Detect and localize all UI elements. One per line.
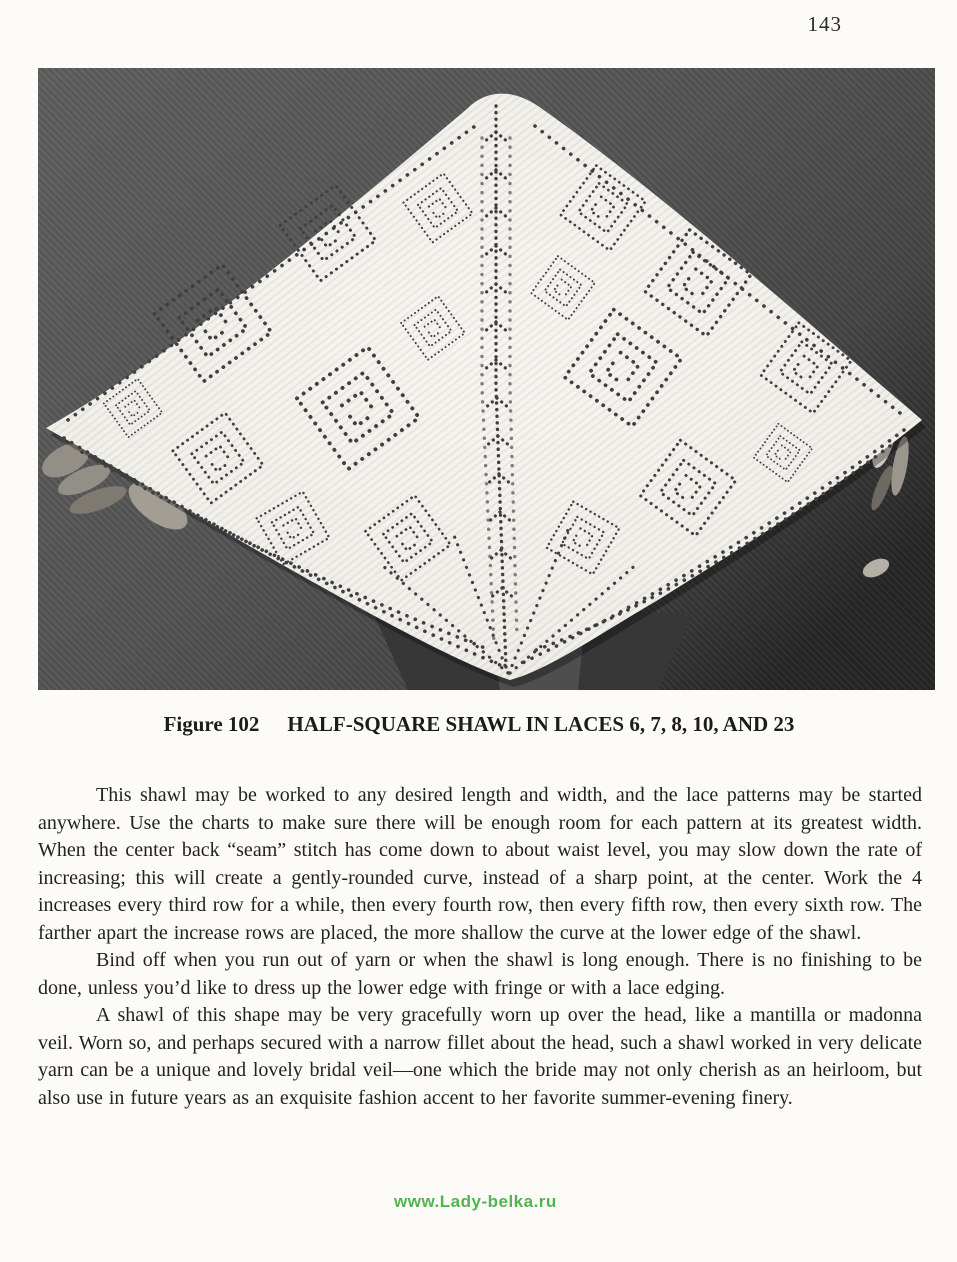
figure-caption xyxy=(38,712,920,737)
figure-caption-label: Figure 102 xyxy=(163,712,260,736)
figure-caption-title: HALF-SQUARE SHAWL IN LACES 6, 7, 8, 10, AND 23 xyxy=(287,712,795,736)
shawl-photo xyxy=(38,68,935,690)
page-number: 143 xyxy=(807,12,842,36)
paragraph: This shawl may be worked to any desired length and width, and the lace patterns may be started anywhere. Use the charts to make sure there will be enough room for each pattern at its greatest width. When the center back “seam” stitch has come down to about waist level, you may slow down the rate of increasing; this will create a gently-rounded curve, instead of a sharp point, at the center. Work the 4 increases every third row for a while, then every fourth row, then every fifth row, then every sixth row. The farther apart the increase rows are placed, the more shallow the curve at the lower edge of the shawl. xyxy=(38,784,922,944)
shawl-photo-illustration xyxy=(38,68,935,690)
paragraph: Bind off when you run out of yarn or when the shawl is long enough. There is no finishing to be done, unless you’d like to dress up the lower edge with fringe or with a lace edging. xyxy=(38,949,922,999)
body-text xyxy=(38,782,922,1112)
paragraph: A shawl of this shape may be very gracefully worn up over the head, like a mantilla or madonna veil. Worn so, and perhaps secured with a narrow fillet about the head, such a shawl worked in very delicate yarn can be a unique and lovely bridal veil—one which the bride may not only cherish as an heirloom, but also use in future years as an exquisite fashion accent to her favorite summer-evening finery. xyxy=(38,1004,922,1109)
watermark: www.Lady-belka.ru xyxy=(394,1192,557,1211)
